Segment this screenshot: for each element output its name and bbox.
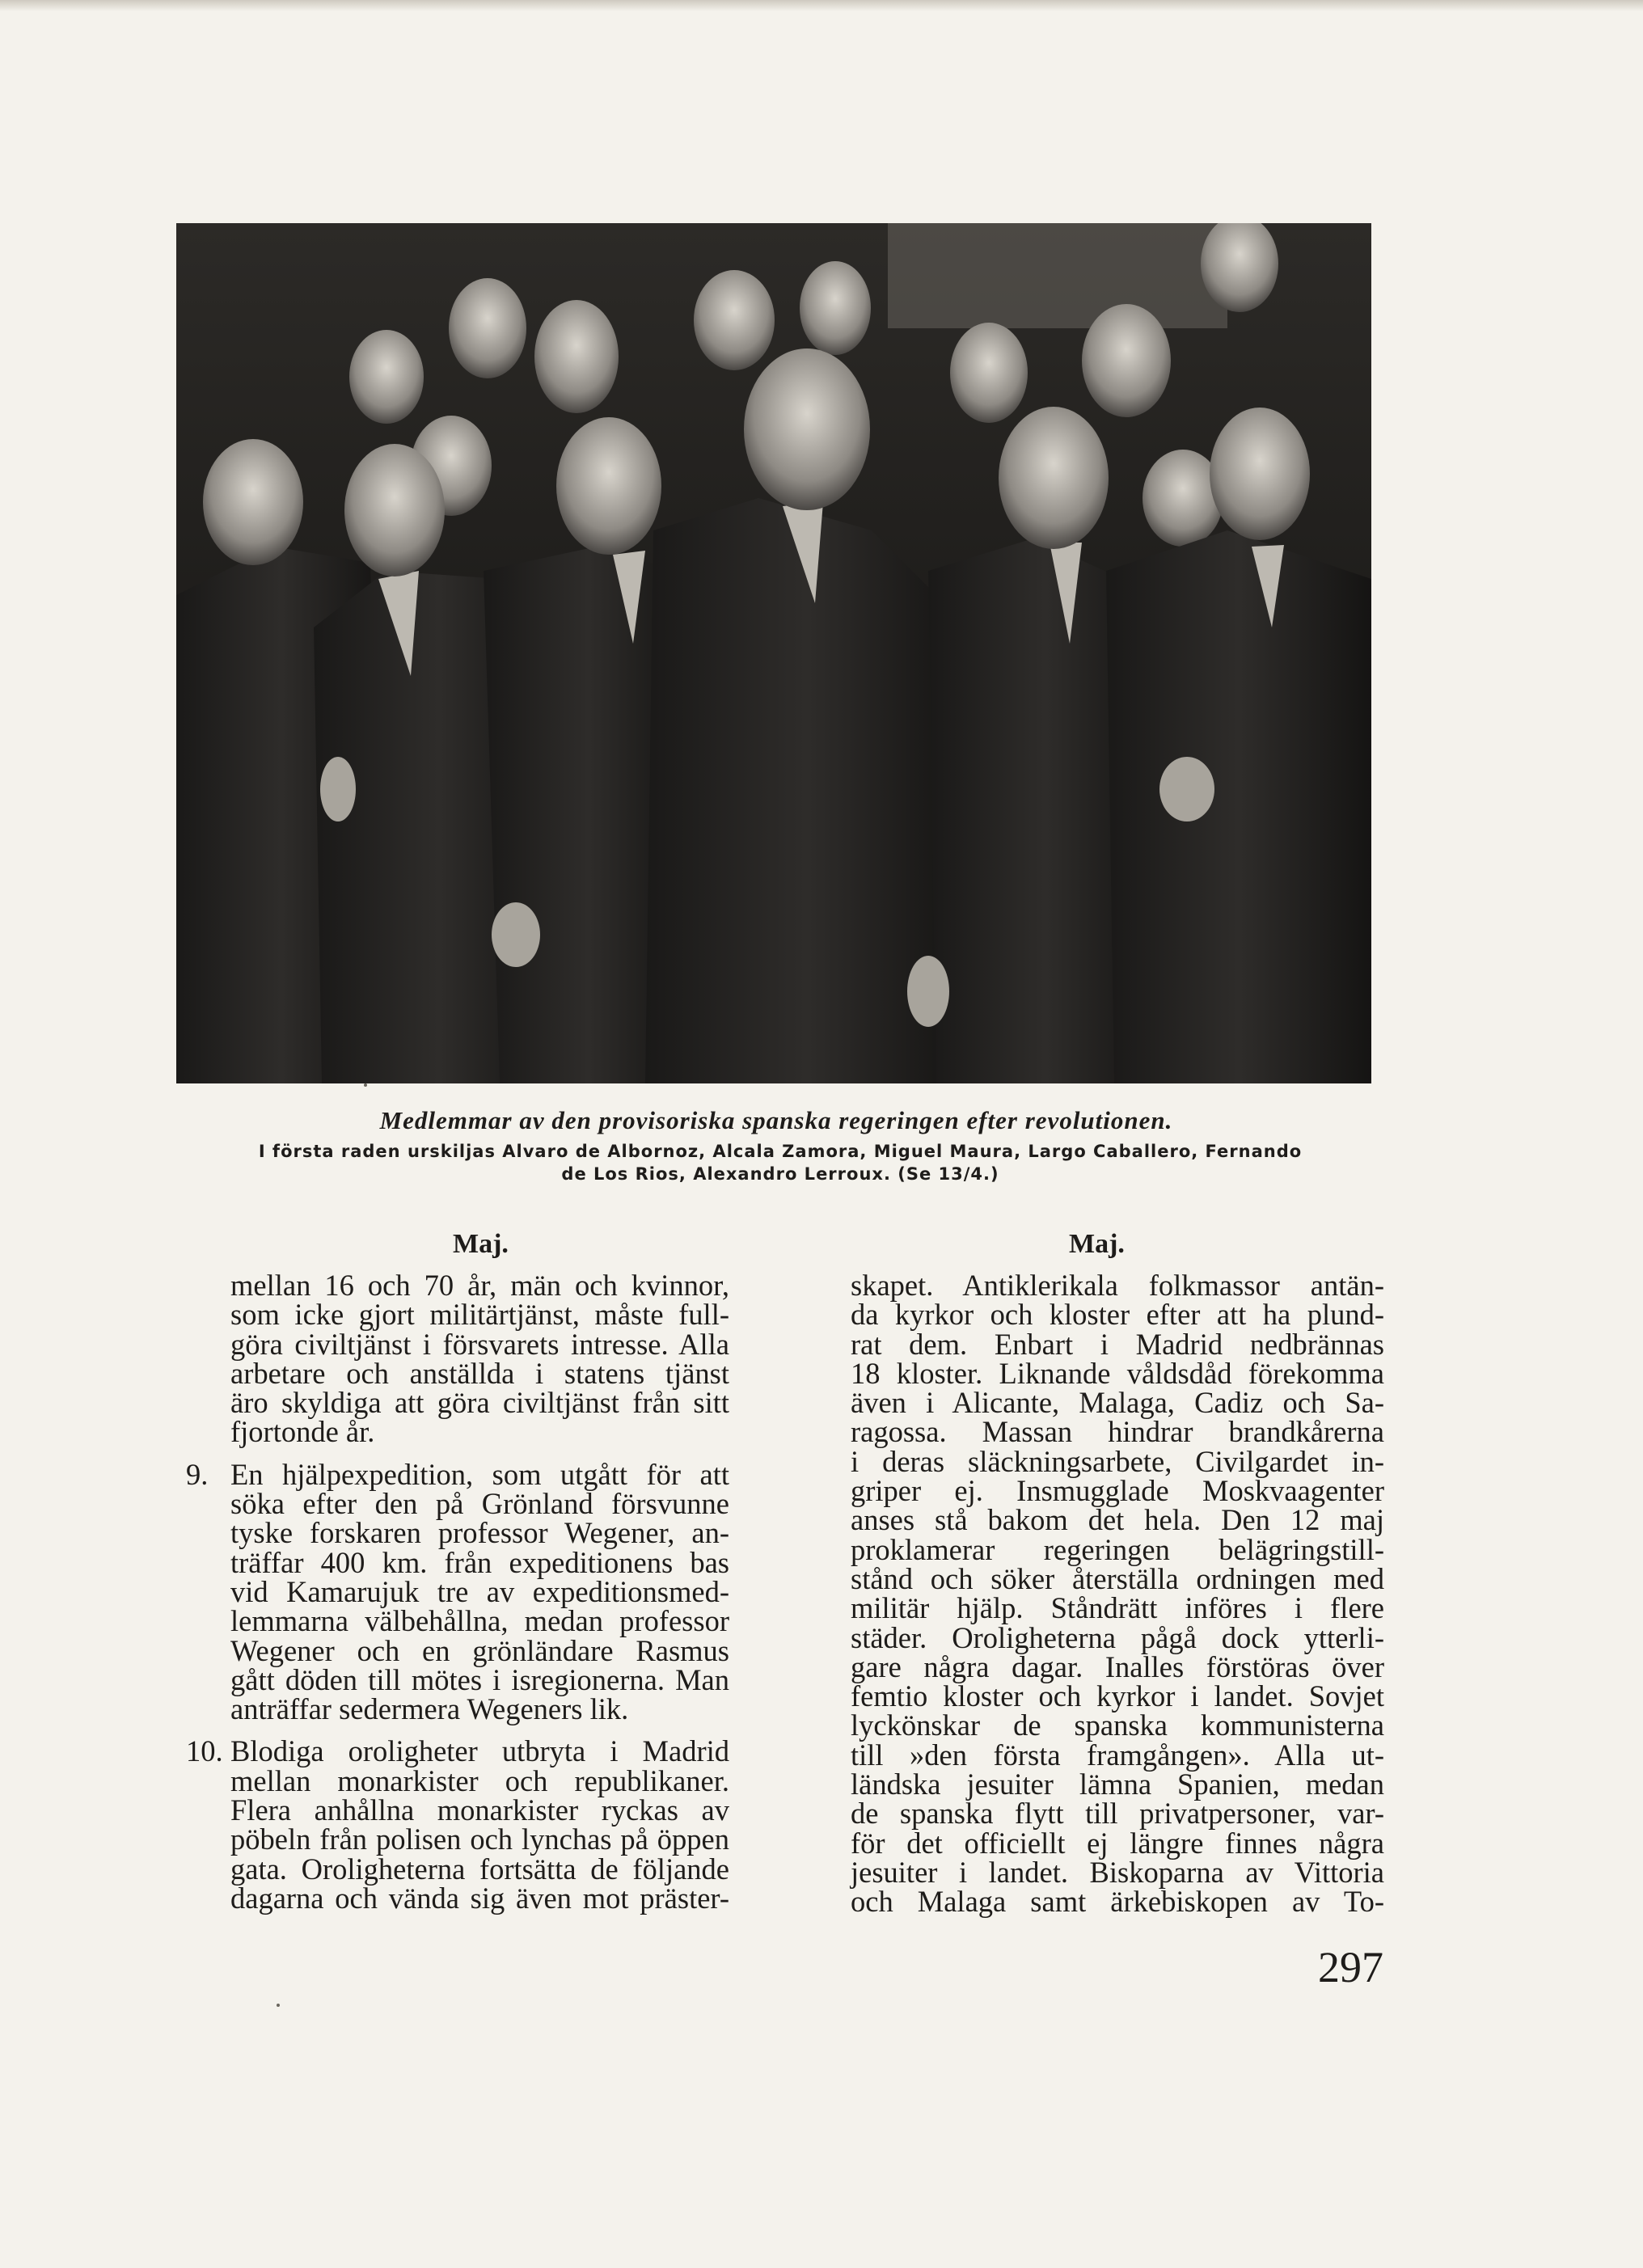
text-line: även i Alicante, Malaga, Cadiz och Sa-	[851, 1386, 1384, 1420]
text-line: ragossa. Massan hindrar brandkårerna	[851, 1415, 1384, 1449]
page-number: 297	[1318, 1943, 1383, 1991]
text-line: da kyrkor och kloster efter att ha plund-	[851, 1298, 1384, 1332]
text-line: som icke gjort militärtjänst, måste full-	[230, 1298, 729, 1332]
photo-illustration	[176, 223, 1371, 1083]
text-line: i deras släckningsarbete, Civilgardet in-	[851, 1444, 1384, 1478]
paper-speck	[364, 1083, 367, 1087]
text-line: göra civiltjänst i försvarets intresse. Alla	[230, 1327, 729, 1361]
text-line: griper ej. Insmugglade Moskvaagenter	[851, 1474, 1384, 1508]
left-column	[186, 1271, 729, 1913]
text-line: gått döden till mötes i isregionerna. Man	[230, 1662, 729, 1696]
text-line: proklamerar regeringen belägringstill-	[851, 1532, 1384, 1566]
text-line: de spanska flytt till privatpersoner, var-	[851, 1797, 1384, 1831]
group-photograph	[176, 223, 1371, 1083]
right-column	[851, 1271, 1384, 1917]
right-column-heading: Maj.	[1069, 1229, 1125, 1259]
paper-speck	[277, 2004, 280, 2007]
text-line: tyske forskaren professor Wegener, an-	[230, 1516, 729, 1550]
caption-credits	[178, 1140, 1383, 1185]
text-line: äro skyldiga att göra civiltjänst från sitt	[230, 1386, 729, 1420]
page-top-edge	[0, 0, 1643, 11]
text-line: Wegener och en grönländare Rasmus	[230, 1633, 729, 1667]
text-line: En hjälpexpedition, som utgått för att	[230, 1457, 729, 1491]
text-line: vid Kamarujuk tre av expeditionsmed-	[230, 1574, 729, 1608]
text-line: träffar 400 km. från expeditionens bas	[230, 1545, 729, 1579]
text-line: Flera anhållna monarkister ryckas av	[230, 1793, 729, 1827]
text-line: jesuiter i landet. Biskoparna av Vittoria	[851, 1855, 1384, 1889]
entry-10	[186, 1734, 729, 1915]
text-line: och Malaga samt ärkebiskopen av To-	[851, 1885, 1384, 1919]
caption-line-1: I första raden urskiljas Alvaro de Albornoz, Alcala Zamora, Miguel Maura, Largo Caballero, Fernando	[258, 1142, 1303, 1161]
entry-number: 9.	[186, 1457, 209, 1491]
text-line: gata. Oroligheterna fortsätta de följande	[230, 1852, 729, 1886]
text-line: dagarna och vända sig även mot präster-	[230, 1881, 729, 1915]
text-line: pöbeln från polisen och lynchas på öppen	[230, 1822, 729, 1856]
caption-title: Medlemmar av den provisoriska spanska regeringen efter revolutionen.	[379, 1106, 1173, 1134]
text-line: mellan monarkister och republikaner.	[230, 1763, 729, 1797]
text-line: lemmarna välbehållna, medan professor	[230, 1604, 729, 1638]
text-line: skapet. Antiklerikala folkmassor antän-	[851, 1269, 1384, 1302]
text-line: arbetare och anställda i statens tjänst	[230, 1356, 729, 1390]
intro-paragraph	[186, 1271, 729, 1447]
text-line: lyckönskar de spanska kommunisterna	[851, 1708, 1384, 1742]
text-line: söka efter den på Grönland försvunne	[230, 1487, 729, 1521]
left-column-heading: Maj.	[453, 1229, 509, 1259]
text-line: anträffar sedermera Wegeners lik.	[230, 1692, 629, 1726]
text-line: städer. Oroligheterna pågå dock ytterli-	[851, 1620, 1384, 1654]
entry-9	[186, 1457, 729, 1726]
text-line: 18 kloster. Liknande våldsdåd förekomma	[851, 1356, 1384, 1390]
text-line: gare några dagar. Inalles förstöras över	[851, 1649, 1384, 1683]
text-line: anses stå bakom det hela. Den 12 maj	[851, 1503, 1384, 1537]
text-line: rat dem. Enbart i Madrid nedbrännas	[851, 1327, 1384, 1361]
text-line: för det officiellt ej längre finnes några	[851, 1826, 1384, 1860]
entry-number: 10.	[186, 1734, 223, 1768]
text-line: femtio kloster och kyrkor i landet. Sovjet	[851, 1679, 1384, 1713]
text-line: stånd och söker återställa ordningen med	[851, 1561, 1384, 1595]
text-line: till »den första framgången». Alla ut-	[851, 1738, 1384, 1772]
caption-line-2: de Los Rios, Alexandro Lerroux. (Se 13/4.)	[561, 1164, 999, 1184]
text-line: Blodiga oroligheter utbryta i Madrid	[230, 1734, 729, 1768]
text-line: militär hjälp. Ståndrätt införes i flere	[851, 1591, 1384, 1625]
text-line: ländska jesuiter lämna Spanien, medan	[851, 1768, 1384, 1801]
text-line: fjortonde år.	[230, 1415, 375, 1449]
text-line: mellan 16 och 70 år, män och kvinnor,	[230, 1269, 729, 1302]
